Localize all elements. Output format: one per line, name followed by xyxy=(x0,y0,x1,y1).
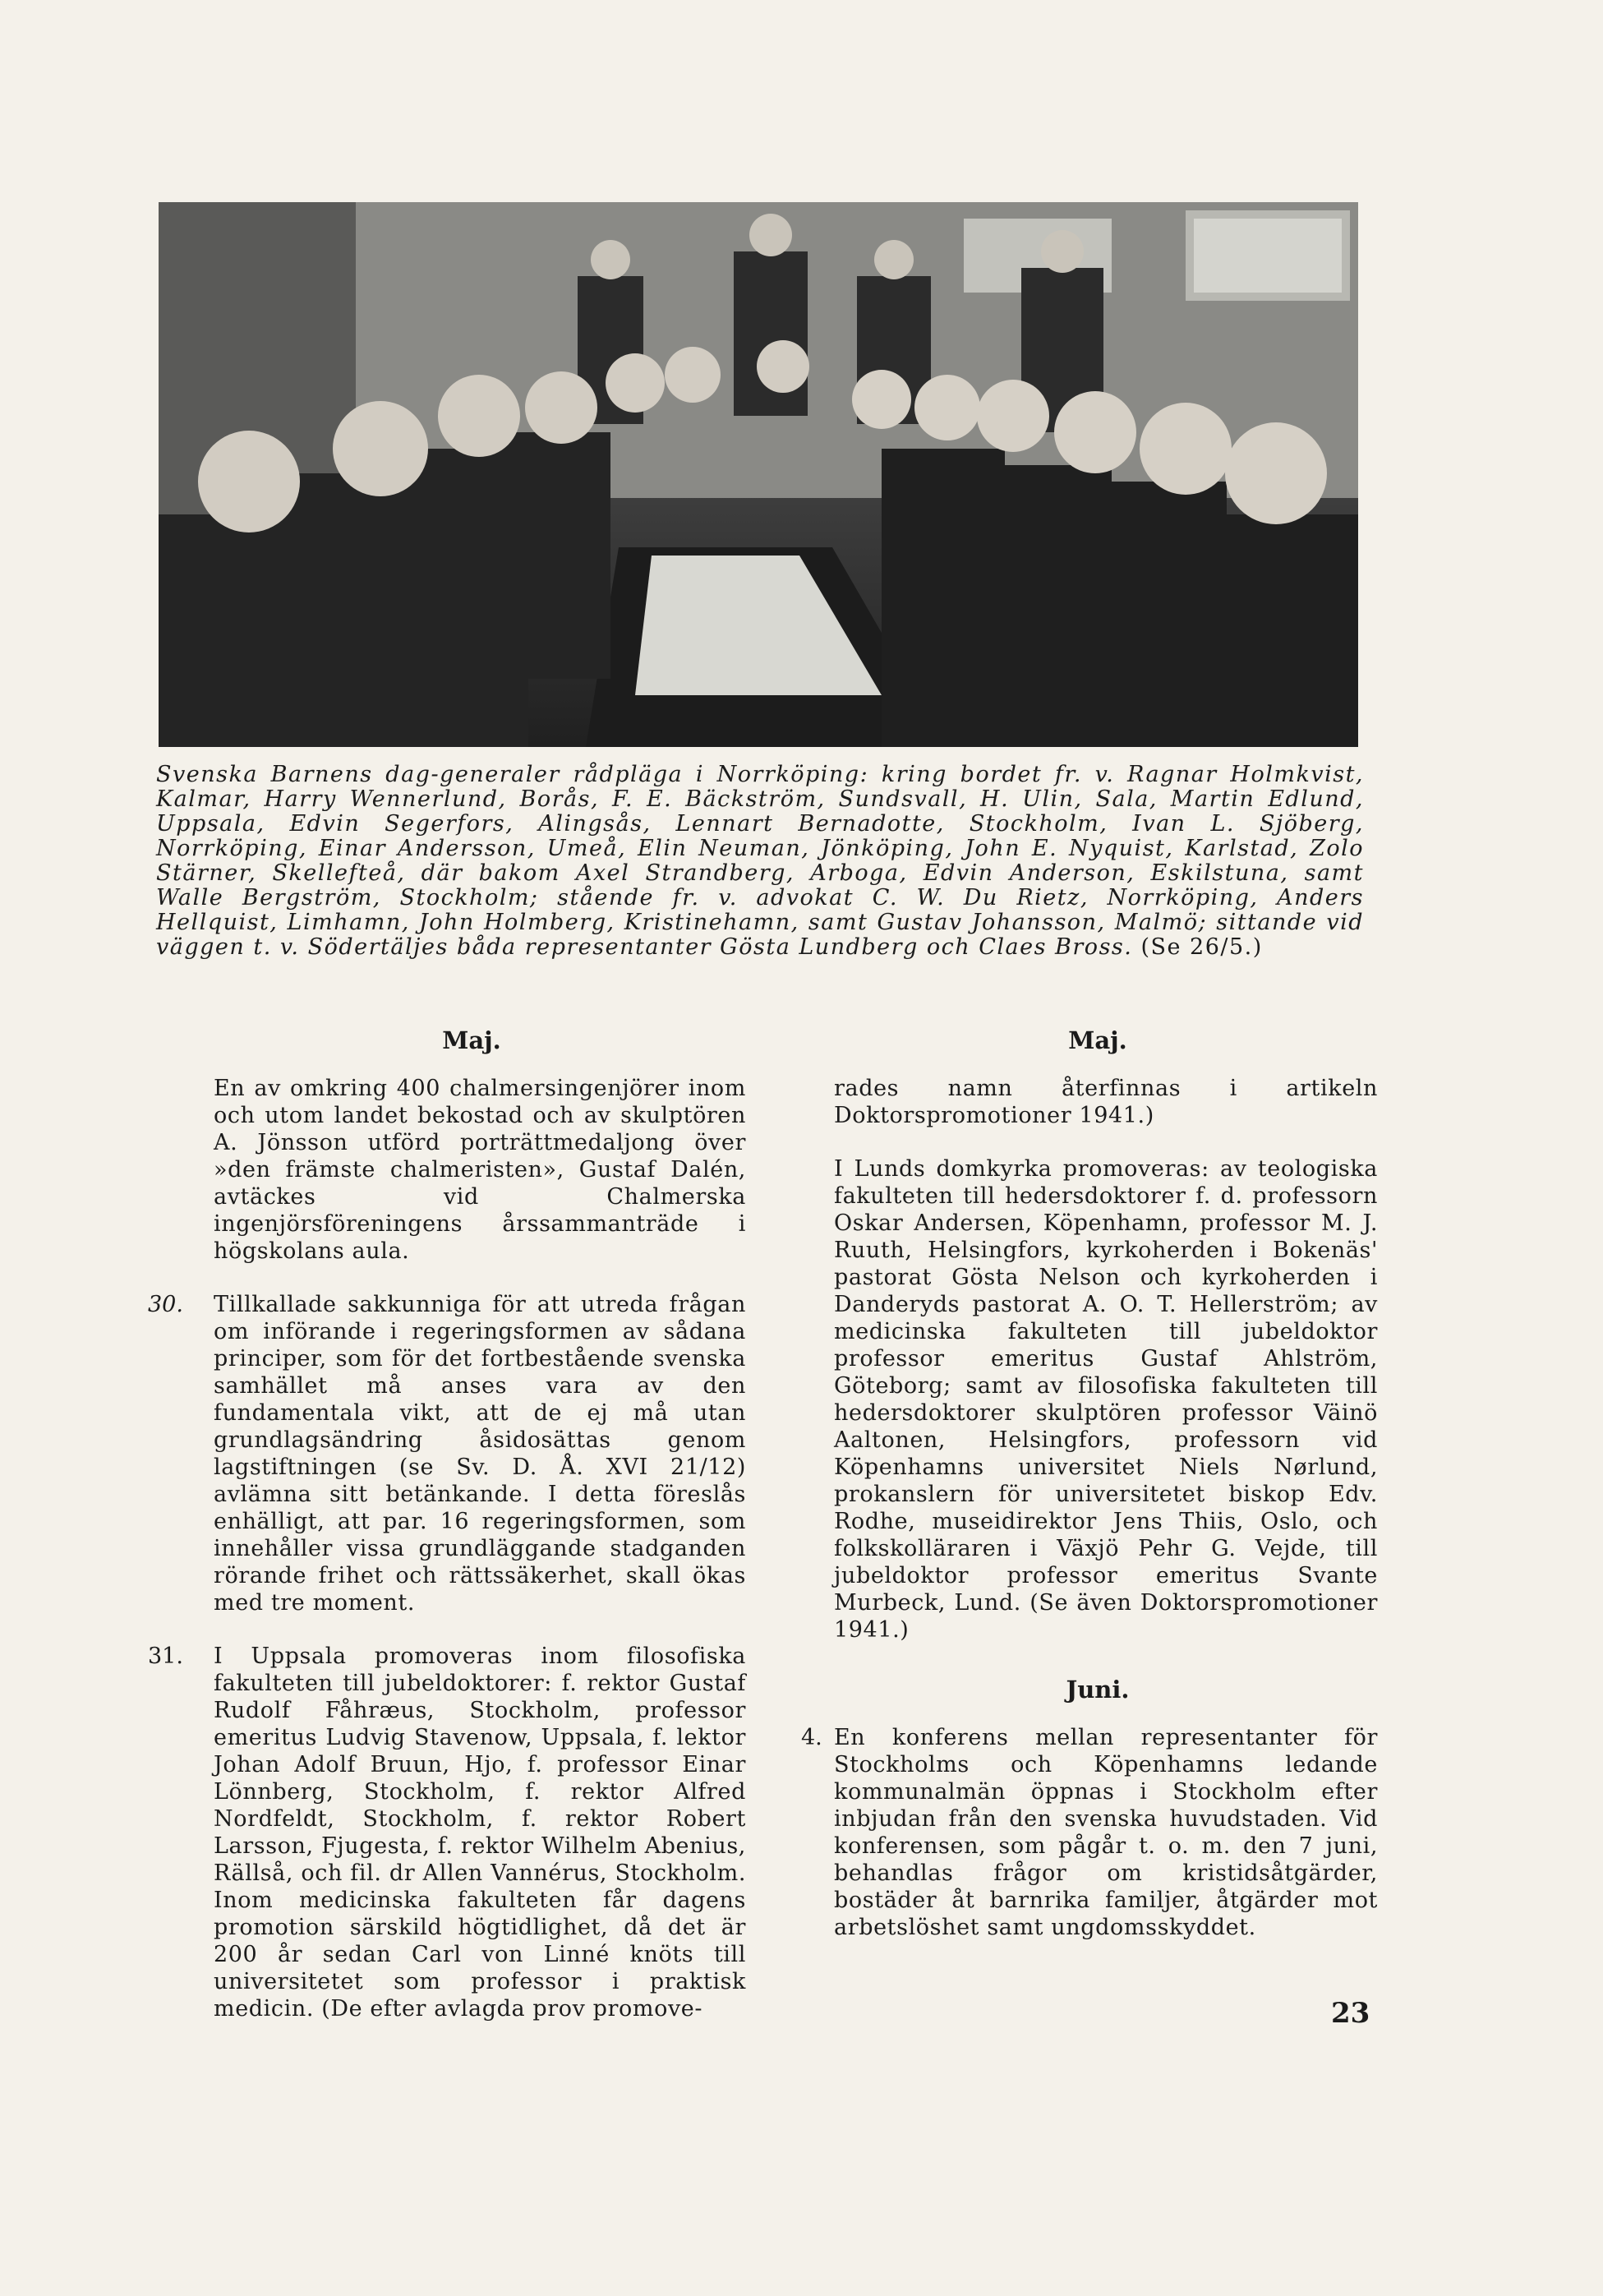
photo-illustration xyxy=(159,202,1358,747)
month-heading: Maj. xyxy=(1068,1026,1127,1054)
entry-text: Tillkallade sakkunniga för att utreda frågan om införande i regeringsformen av sådana principer, som för det fortbestående svenska samhället må anses vara av den fundamentala vikt, att de ej må utan grundlagsändring åsidosättas genom lagstiftningen (se Sv. D. Å. XVI 21/12) avlämna sitt betänkande. I detta föreslås enhälligt, att par. 16 regeringsformen, som innehåller vissa grundläggande stadganden rörande frihet och rättssäkerhet, skall ökas med tre moment. xyxy=(214,1292,746,1616)
caption-text: Svenska Barnens dag-generaler rådpläga i Norrköping: kring bordet fr. v. Ragnar Holmkvist, Kalmar, Harry Wennerlund, Borås, F. E. Bäckström, Sundsvall, H. Ulin, Sala, Martin Edlund, Uppsala, Edvin Segerfors, Alingsås, Lennart Bernadotte, Stockholm, Ivan L. Sjöberg, Norrköping, Einar Andersson, Umeå, Elin Neuman, Jönköping, John E. Nyquist, Karlstad, Zolo Stärner, Skellefteå, där bakom Axel Strandberg, Arboga, Edvin Anderson, Eskilstuna, samt Walle Bergström, Stockholm; stående fr. v. advokat C. W. Du Rietz, Norrköping, Anders Hellquist, Limhamn, John Holmberg, Kristinehamn, samt Gustav Johansson, Malmö; sittande vid väggen t. v. Södertäljes båda representanter Gösta Lundberg och Claes Bross. xyxy=(156,762,1364,960)
entry-date: 30. xyxy=(148,1292,183,1317)
right-column xyxy=(801,1026,1378,1967)
list-item xyxy=(148,1643,746,2022)
caption-reference: (Se 26/5.) xyxy=(1140,934,1263,960)
list-item xyxy=(148,1075,746,1265)
list-item xyxy=(148,1291,746,1616)
entry-text: En av omkring 400 chalmersingenjörer inom och utom landet bekostad och av skulptören A. Jönsson utförd porträttmedaljong över »den främste chalmeristen», Gustaf Dalén, avtäckes vid Chalmerska ingenjörsföreningens årssammanträde i högskolans aula. xyxy=(214,1076,746,1264)
month-heading: Maj. xyxy=(442,1026,501,1054)
group-photo xyxy=(159,202,1358,747)
list-item xyxy=(818,1155,1378,1644)
photo-caption xyxy=(156,763,1364,960)
list-item xyxy=(801,1724,1378,1941)
month-heading: Juni. xyxy=(1066,1676,1130,1704)
page-number: 23 xyxy=(1331,1997,1370,2030)
entry-date: 4. xyxy=(801,1725,822,1750)
list-item xyxy=(818,1075,1378,1129)
entry-date: 31. xyxy=(148,1644,183,1669)
entry-text: I Lunds domkyrka promoveras: av teologiska fakulteten till hedersdoktorer f. d. professorn Oskar Andersen, Köpenhamn, professor M. J. Ruuth, Helsingfors, kyrkoherden i Bokenäs' pastorat Gösta Nelson och kyrkoherden i Danderyds pastorat A. O. T. Hellerström; av medicinska fakulteten till jubeldoktor professor emeritus Gustaf Ahlström, Göteborg; samt av filosofiska fakulteten till hedersdoktorer skulptören professor Väinö Aaltonen, Helsingfors, professorn vid Köpenhamns universitet Niels Nørlund, prokanslern för universitetet biskop Edv. Rodhe, museidirektor Jens Thiis, Oslo, och folkskolläraren i Växjö Pehr G. Vejde, till jubeldoktor professor emeritus Svante Murbeck, Lund. (Se även Doktorspromotioner 1941.) xyxy=(834,1156,1378,1643)
entry-text: rades namn återfinnas i artikeln Doktorspromotioner 1941.) xyxy=(834,1076,1378,1128)
entry-text: En konferens mellan representanter för Stockholms och Köpenhamns ledande kommunalmän öppnas i Stockholm efter inbjudan från den svenska huvudstaden. Vid konferensen, som pågår t. o. m. den 7 juni, behandlas frågor om kristidsåtgärder, bostäder åt barnrika familjer, åtgärder mot arbetslöshet samt ungdomsskyddet. xyxy=(834,1725,1378,1940)
entry-text: I Uppsala promoveras inom filosofiska fakulteten till jubeldoktorer: f. rektor Gustaf Rudolf Fåhræus, Stockholm, professor emeritus Ludvig Stavenow, Uppsala, f. lektor Johan Adolf Bruun, Hjo, f. professor Einar Lönnberg, Stockholm, f. rektor Alfred Nordfeldt, Stockholm, f. rektor Robert Larsson, Fjugesta, f. rektor Wilhelm Abenius, Rällså, och fil. dr Allen Vannérus, Stockholm. Inom medicinska fakulteten får dagens promotion särskild högtidlighet, då det är 200 år sedan Carl von Linné knöts till universitetet som professor i praktisk medicin. (De efter avlagda prov promove- xyxy=(214,1644,746,2022)
left-column xyxy=(148,1027,746,2049)
